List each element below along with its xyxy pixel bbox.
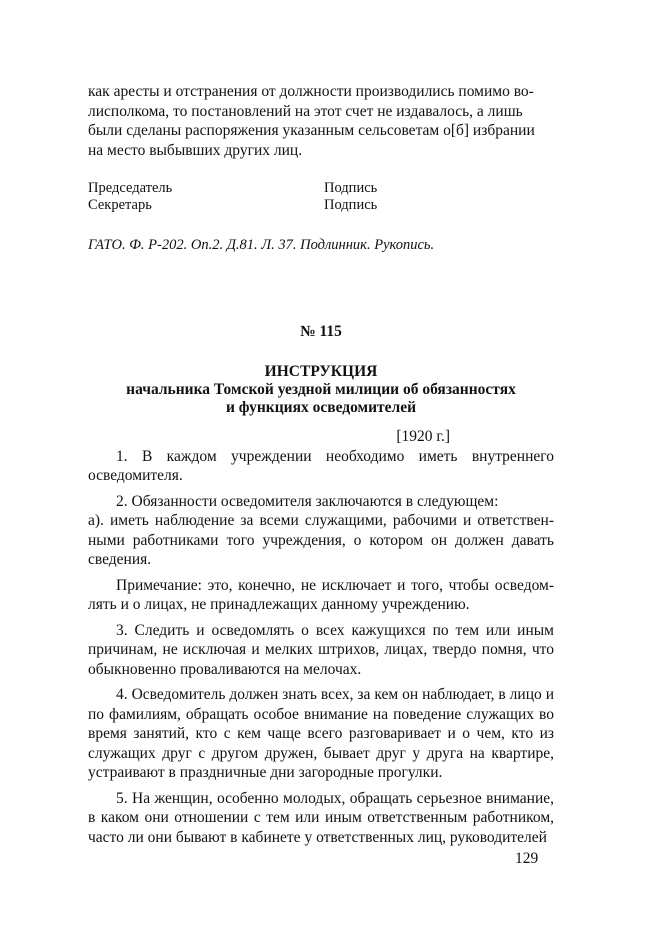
paragraph: 4. Осведомитель должен знать всех, за кем он наблюдает, в лицо и по фамилиям, обращать особое внимание на поведение служащих во время занятий, кто с кем чаще всего разговаривает и о чем, кто из служащих друг с другом дружен, бывает друг у друга на квартире, устраивают в праздничные дни загородные прогулки. (88, 686, 554, 781)
document-date: [1920 г.] (396, 428, 450, 445)
document-title (88, 363, 554, 417)
signature-role: Председатель (88, 180, 173, 196)
signature-role: Секретарь (88, 197, 152, 213)
signature-mark: Подпись (324, 197, 378, 213)
signature-mark: Подпись (324, 180, 378, 196)
title-line: начальника Томской уездной милиции об обязанностях (126, 381, 516, 398)
paragraph: Примечание: это, конечно, не исключает и того, чтобы осведом- лять и о лицах, не принадлежащих данному учреждению. (88, 576, 554, 613)
paragraph: а). иметь наблюдение за всеми служащими, рабочими и ответствен- ными работниками того учреждения, о котором он должен давать сведения. (88, 512, 554, 568)
intro-paragraph (88, 82, 554, 160)
text-line: на место выбывших других лиц. (88, 141, 303, 159)
title-line: ИНСТРУКЦИЯ (264, 363, 378, 380)
paragraph: 3. Следить и осведомлять о всех кажущихся по тем или иным причинам, не исключая и мелких штрихов, лицах, твердо помня, что обыкновенно проваливаются на мелочах. (88, 621, 554, 678)
signature-row (88, 197, 554, 214)
archive-source: ГАТО. Ф. Р-202. Оп.2. Д.81. Л. 37. Подлинник. Рукопись. (88, 237, 435, 253)
signature-row (88, 180, 554, 197)
text-line: были сделаны распоряжения указанным сельсоветам о[б] избрании (88, 122, 535, 139)
document-number: № 115 (300, 322, 342, 340)
text-line: лисполкома, то постановлений на этот счет не издавалось, а лишь (88, 102, 523, 120)
title-line: и функциях осведомителей (225, 399, 417, 416)
paragraph: 2. Обязанности осведомителя заключаются в следующем: (116, 492, 499, 510)
document-page (88, 82, 554, 847)
paragraph: 1. В каждом учреждении необходимо иметь внутреннего осведомителя. (88, 447, 554, 484)
page-number: 129 (515, 850, 539, 867)
paragraph: 5. На женщин, особенно молодых, обращать серьезное внимание, в каком они отношении с тем или иным ответственным работником, часто ли они бывают в кабинете у ответственных лиц, руководителей (88, 789, 554, 846)
text-line: как аресты и отстранения от должности производились помимо во- (88, 83, 534, 100)
